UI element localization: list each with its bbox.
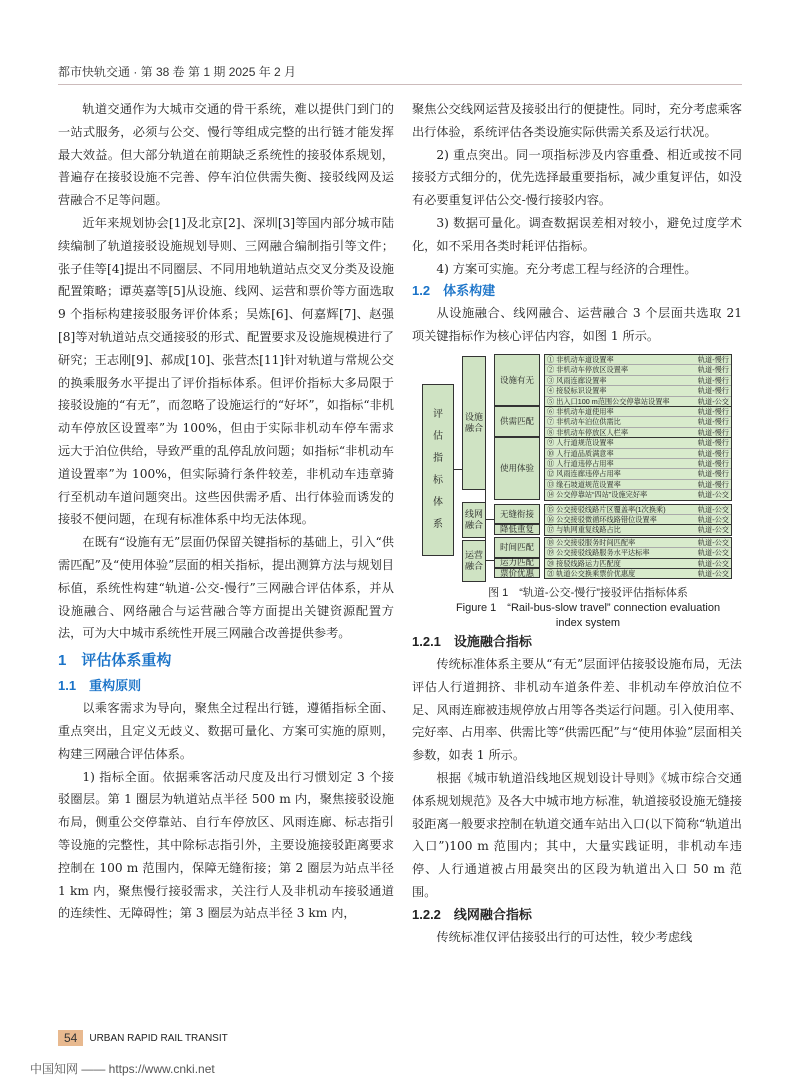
figure-indicator-row xyxy=(545,449,731,459)
indicator-name: ③ 风雨连廊设置率 xyxy=(547,375,607,385)
indicator-type: 轨道-公交 xyxy=(697,525,729,535)
subsection-heading: 1.2.2 线网融合指标 xyxy=(412,906,532,922)
indicator-name: ⑫ 风雨连廊违停占用率 xyxy=(547,469,621,479)
indicator-type: 轨道-公交 xyxy=(697,490,729,500)
indicator-type: 轨道-慢行 xyxy=(697,479,729,489)
figure-root-box xyxy=(422,384,454,556)
figure-indicator-list xyxy=(544,437,732,500)
figure-root-char: 指 xyxy=(433,452,443,464)
section-heading: 1 评估体系重构 xyxy=(58,652,172,670)
paragraph: 聚焦公交线网运营及接驳出行的便捷性。同时，充分考虑乘客出行体验，系统评估各类设施实际供需关系及运行状况。 xyxy=(412,102,742,139)
indicator-type: 轨道-慢行 xyxy=(697,448,729,458)
figure-indicator-row xyxy=(545,417,731,427)
subsection-heading: 1.2 体系构建 xyxy=(412,283,496,299)
indicator-name: ⑦ 非机动车泊位供需比 xyxy=(547,417,621,427)
figure-group-box: 线网融合 xyxy=(462,502,486,538)
indicator-name: ① 非机动车道设置率 xyxy=(547,354,614,364)
indicator-name: ⑨ 人行道规范设置率 xyxy=(547,438,614,448)
figure-root-char: 系 xyxy=(433,518,443,530)
paragraph: 根据《城市轨道沿线地区规划设计导则》《城市综合交通体系规划规范》及各大中城市地方标准，轨道接驳设施无缝接驳距离一般要求控制在轨道交通车站出入口(以下简称“轨道出入口”)100 m 范围内；其中，大量实践证明，非机动车违停、人行通道被占用最突出的区段为轨道出入口 50 m 范围。 xyxy=(412,770,742,899)
figure-subgroup-box: 设施有无 xyxy=(494,354,540,406)
figure-indicator-row xyxy=(545,438,731,448)
indicator-type: 轨道-慢行 xyxy=(697,469,729,479)
paragraph: 3) 数据可量化。调查数据误差相对较小，避免过度学术化，如不采用各类时耗评估指标。 xyxy=(412,215,742,253)
figure-indicator-list xyxy=(544,354,732,407)
paragraph: 从设施融合、线网融合、运营融合 3 个层面共选取 21 项关键指标作为核心评估内容，如图 1 所示。 xyxy=(412,306,742,344)
figure-indicator-row xyxy=(545,538,731,548)
indicator-type: 轨道-公交 xyxy=(697,558,729,568)
figure-indicator-row xyxy=(545,397,731,406)
figure-root-char: 标 xyxy=(433,474,443,486)
figure-subgroup-box: 使用体验 xyxy=(494,437,540,499)
figure-subgroup-box: 运力匹配 xyxy=(494,558,540,568)
paragraph: 传统标准体系主要从“有无”层面评估接驳设施布局，无法评估人行道拥挤、非机动车道条件差、非机动车停放泊位不足、风雨连廊被违规停放占用等各类运行问题。引入使用率、完好率、占用率、供需比等“供需匹配”与“使用体验”层面相关参数，如表 1 所示。 xyxy=(412,656,742,763)
figure-caption-en: index system xyxy=(555,616,621,629)
indicator-type: 轨道-慢行 xyxy=(697,375,729,385)
indicator-name: ⑰ 与轨网重复线路占比 xyxy=(547,525,621,535)
figure-connector xyxy=(453,469,462,470)
indicator-type: 轨道-慢行 xyxy=(697,365,729,375)
figure-indicator-list xyxy=(544,524,732,535)
figure-indicator-row xyxy=(545,490,731,499)
journal-name: URBAN RAPID RAIL TRANSIT xyxy=(89,1032,228,1044)
indicator-name: ⑳ 接驳线路运力匹配度 xyxy=(547,558,621,568)
subsection-heading: 1.2.1 设施融合指标 xyxy=(412,633,532,649)
indicator-name: ㉑ 轨道公交换乘票价优惠度 xyxy=(547,568,636,578)
left-column xyxy=(58,98,394,925)
figure-subgroup-box: 供需匹配 xyxy=(494,406,540,437)
figure-indicator-row xyxy=(545,548,731,557)
figure-indicator-list xyxy=(544,537,732,559)
figure-indicator-list xyxy=(544,568,732,579)
paragraph: 以乘客需求为导向，聚焦全过程出行链，遵循指标全面、重点突出，且定义无歧义、数据可量化、方案可实施的原则，构建三网融合评估体系。 xyxy=(58,701,394,761)
indicator-name: ⑧ 非机动车停放区人栏率 xyxy=(547,427,629,437)
figure-indicator-row xyxy=(545,376,731,386)
paragraph: 1) 指标全面。依据乘客活动尺度及出行习惯划定 3 个接驳圈层。第 1 圈层为轨道站点半径 500 m 内，聚焦接驳设施布局，侧重公交停靠站、自行车停放区、风雨连廊、标志指引等设施的完整性，其中除标志指引外，主要设施接驳距离要求控制在 100 m 范围内，保障无缝衔接；第 2 圈层为站点半径 1 km 内，聚焦慢行接驳需求，关注行人及非机动车接驳通道的连续性、无障碍性；第 3 圈层为站点半径 3 km 内， xyxy=(58,769,394,921)
indicator-type: 轨道-慢行 xyxy=(697,354,729,364)
figure-indicator-row xyxy=(545,505,731,515)
figure-subgroup-box: 无缝衔接 xyxy=(494,504,540,525)
indicator-type: 轨道-公交 xyxy=(697,396,729,406)
indicator-type: 轨道-公交 xyxy=(697,537,729,547)
figure-group-box: 运营融合 xyxy=(462,540,486,582)
cnki-watermark-footer: 中国知网 —— https://www.cnki.net xyxy=(30,1062,215,1076)
indicator-type: 轨道-慢行 xyxy=(697,458,729,468)
figure-subgroup-box: 时间匹配 xyxy=(494,537,540,558)
indicator-name: ⑲ 公交接驳线路服务水平达标率 xyxy=(547,548,650,558)
figure-indicator-row xyxy=(545,355,731,365)
paragraph: 4) 方案可实施。充分考虑工程与经济的合理性。 xyxy=(436,261,697,276)
figure-indicator-row xyxy=(545,559,731,568)
figure-indicator-list xyxy=(544,406,732,438)
figure-indicator-row xyxy=(545,386,731,396)
paragraph: 在既有“设施有无”层面仍保留关键指标的基础上，引入“供需匹配”及“使用体验”层面的相关指标，提出测算方法与规划目标值，系统性构建“轨道-公交-慢行”三网融合评估体系，并从设施融合、网络融合与运营融合等方面提出关键资源配置方法，可为大中城市系统性开展三网融合改善提供参考。 xyxy=(58,535,394,641)
figure-connector xyxy=(485,560,494,561)
indicator-name: ⑭ 公交停靠站“四站”设施完好率 xyxy=(547,490,648,500)
figure-indicator-row xyxy=(545,515,731,524)
indicator-name: ⑪ 人行道违停占用率 xyxy=(547,458,614,468)
figure-subgroup-box: 降低重复 xyxy=(494,524,540,534)
paragraph: 近年来规划协会[1]及北京[2]、深圳[3]等国内部分城市陆续编制了轨道接驳设施规划导则、三网融合编制指引等文件；张子佳等[4]提出不同圈层、不同用地轨道站点交叉分类及设施配置策略；谭英嘉等[5]从设施、线网、运营和票价等方面选取 9 个指标构建接驳服务评价体系；吴炼[6]、何嘉辉[7]、赵强[8]等对轨道站点交通接驳的形式、配置要求及设施规模进行了研究；王志刚[9]、郝成[10]、张营杰[11]针对轨道与常规公交的换乘服务水平提出了评价指标体系。但评价指标大多局限于接驳设施的“有无”，而忽略了设施运行的“好坏”，如指标“非机动车停放区设置率”为 100%，但由于实际非机动车停车需求远大于泊位供给，导致严重的乱停乱放问题；如指标“非机动车道设置率”为 100%，但实际骑行条件较差，非机动车违章骑行至机动车道问题突出。这些因供需矛盾、出行体验而诱发的接驳不便问题，在现有标准体系中均无法体现。 xyxy=(58,215,394,527)
figure-caption-cn: 图 1 “轨道-公交-慢行”接驳评估指标体系 xyxy=(488,586,688,599)
indicator-name: ④ 接驳标识设置率 xyxy=(547,386,607,396)
indicator-name: ⑮ 公交接驳线路片区覆盖率(1次换乘) xyxy=(547,504,666,514)
figure-indicator-row xyxy=(545,428,731,437)
indicator-name: ⑥ 非机动车道使用率 xyxy=(547,406,614,416)
paragraph: 轨道交通作为大城市交通的骨干系统，难以提供门到门的一站式服务，必须与公交、慢行等组成完整的出行链才能发挥最大效益。但大部分轨道在前期缺乏系统性的接驳体系规划，普遍存在接驳设施不完善、停车泊位供需失衡、接驳线网及运营融合不足等问题。 xyxy=(58,102,394,208)
figure-indicator-row xyxy=(545,480,731,490)
indicator-type: 轨道-公交 xyxy=(697,568,729,578)
paragraph: 传统标准仅评估接驳出行的可达性，较少考虑线 xyxy=(436,929,693,944)
page-footer xyxy=(58,1030,228,1046)
figure-connector xyxy=(485,519,494,520)
indicator-name: ⑱ 公交接驳服务时间匹配率 xyxy=(547,537,636,547)
figure-root-char: 估 xyxy=(433,430,443,442)
indicator-name: ⑩ 人行道品质满意率 xyxy=(547,448,614,458)
indicator-name: ⑬ 缘石坡道规范设置率 xyxy=(547,479,621,489)
figure-indicator-row xyxy=(545,525,731,534)
paragraph: 2) 重点突出。同一项指标涉及内容重叠、相近或按不同接驳方式细分的，优先选择最重要指标，减少重复评估，如没有必要重复评估公交-慢行接驳内容。 xyxy=(412,147,742,208)
figure-indicator-row xyxy=(545,469,731,479)
figure-connector xyxy=(485,422,486,556)
indicator-type: 轨道-公交 xyxy=(697,548,729,558)
figure-indicator-row xyxy=(545,569,731,578)
figure-indicator-row xyxy=(545,407,731,417)
indicator-type: 轨道-慢行 xyxy=(697,438,729,448)
figure-caption-en: Figure 1 “Rail-bus-slow travel” connection evaluation xyxy=(455,601,721,614)
figure-root-char: 评 xyxy=(433,408,443,420)
indicator-type: 轨道-慢行 xyxy=(697,386,729,396)
indicator-type: 轨道-慢行 xyxy=(697,427,729,437)
indicator-type: 轨道-慢行 xyxy=(697,417,729,427)
indicator-type: 轨道-公交 xyxy=(697,514,729,524)
indicator-name: ② 非机动车停放区设置率 xyxy=(547,365,629,375)
subsection-heading: 1.1 重构原则 xyxy=(58,678,142,694)
right-column xyxy=(412,98,742,949)
indicator-type: 轨道-公交 xyxy=(697,504,729,514)
indicator-name: ⑯ 公交接驳微循环线路错位设置率 xyxy=(547,514,657,524)
figure-indicator-row xyxy=(545,459,731,469)
figure-group-box: 设施融合 xyxy=(462,356,486,490)
figure-root-char: 体 xyxy=(433,496,443,508)
figure-indicator-row xyxy=(545,365,731,375)
running-header: 都市快轨交通 · 第 38 卷 第 1 期 2025 年 2 月 xyxy=(58,65,297,79)
indicator-type: 轨道-慢行 xyxy=(697,406,729,416)
indicator-system-figure xyxy=(422,354,732,582)
header-rule xyxy=(58,84,742,85)
indicator-name: ⑤ 出入口100 m范围公交停靠站设置率 xyxy=(547,396,670,406)
figure-subgroup-box: 票价优惠 xyxy=(494,568,540,578)
figure-indicator-list xyxy=(544,504,732,526)
page-number: 54 xyxy=(58,1030,83,1046)
